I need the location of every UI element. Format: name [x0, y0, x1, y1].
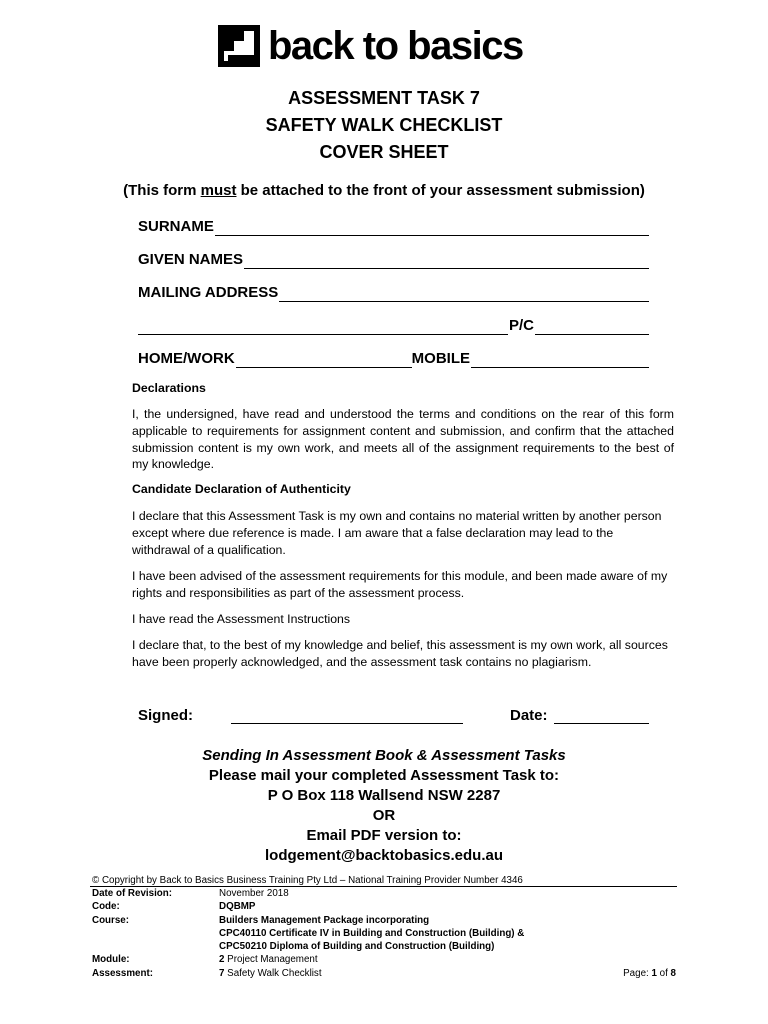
footer-row-label [92, 940, 219, 953]
footer-row-value: CPC50210 Diploma of Building and Construction (Building) [219, 941, 495, 953]
authenticity-paragraph-1: I declare that this Assessment Task is my own and contains no material written by another person except where due reference is made. I am aware that a false declaration may lead to the withdrawal of a qualification. [132, 509, 662, 557]
surname-label: SURNAME [138, 218, 214, 235]
signed-label: Signed: [138, 707, 193, 724]
authenticity-heading: Candidate Declaration of Authenticity [132, 482, 351, 496]
email-instruction: Email PDF version to: [306, 827, 462, 844]
submission-note-emphasis: must [200, 182, 237, 199]
mobile-line[interactable] [471, 350, 649, 368]
or-separator: OR [372, 807, 396, 824]
lodgement-email[interactable]: lodgement@backtobasics.edu.au [264, 847, 503, 864]
footer-row [92, 887, 676, 900]
given-names-field[interactable] [138, 247, 649, 269]
assessment-name: Safety Walk Checklist [224, 967, 322, 979]
assessment-number: 7 [219, 967, 225, 979]
given-names-line[interactable] [244, 251, 649, 269]
mobile-label: MOBILE [411, 350, 471, 367]
sending-heading: Sending In Assessment Book & Assessment Tasks [202, 747, 566, 764]
brand-logo [218, 22, 523, 70]
footer-row-label [92, 927, 219, 940]
footer-row-value: November 2018 [219, 888, 289, 899]
footer-row [92, 914, 676, 927]
footer-row-label: Course: [92, 914, 130, 926]
date-label: Date: [510, 707, 548, 724]
mail-instruction: Please mail your completed Assessment Task to: [208, 767, 560, 784]
authenticity-paragraph-2: I have been advised of the assessment requirements for this module, and been made aware of my rights and responsibilities as part of the assessment process. [132, 569, 668, 600]
assessment-label: Assessment: [92, 967, 153, 979]
date-line[interactable] [554, 722, 649, 724]
address-postcode-field[interactable] [138, 313, 649, 335]
page-of: of [656, 967, 671, 979]
home-work-line[interactable] [236, 350, 412, 368]
phone-field[interactable] [138, 346, 649, 368]
footer-row-label: Date of Revision: [92, 888, 173, 899]
postcode-line[interactable] [535, 317, 649, 335]
signature-line[interactable] [231, 722, 463, 724]
footer-module-row [92, 953, 676, 966]
home-work-label: HOME/WORK [138, 350, 235, 367]
title-line-2: SAFETY WALK CHECKLIST [265, 115, 503, 135]
title-line-3: COVER SHEET [319, 142, 449, 162]
logo-mark-icon [218, 25, 260, 67]
surname-line[interactable] [215, 218, 649, 236]
footer-table [92, 887, 676, 980]
footer-row [92, 900, 676, 913]
footer-row-label: Code: [92, 901, 120, 913]
authenticity-paragraph-3: I have read the Assessment Instructions [132, 612, 351, 626]
submission-note [0, 182, 768, 199]
copyright-notice: © Copyright by Back to Basics Business Training Pty Ltd – National Training Provider Number 4346 [92, 875, 523, 886]
submission-note-end: be attached to the front of your assessment submission) [236, 182, 645, 199]
address-line-2[interactable] [138, 317, 508, 335]
title-line-1: ASSESSMENT TASK 7 [288, 88, 480, 108]
surname-field[interactable] [138, 214, 649, 236]
module-label: Module: [92, 954, 130, 966]
footer-assessment-row [92, 967, 676, 980]
declarations-heading: Declarations [132, 381, 206, 395]
mailing-address-line[interactable] [279, 284, 649, 302]
page-label: Page: [623, 967, 652, 979]
footer-row-value: Builders Management Package incorporating [219, 914, 430, 926]
mailing-address-field[interactable] [138, 280, 649, 302]
footer-row [92, 927, 676, 940]
given-names-label: GIVEN NAMES [138, 251, 244, 268]
module-name: Project Management [224, 954, 318, 966]
footer-row-value: DQBMP [219, 901, 256, 913]
logo-text: back to basics [268, 24, 523, 68]
page-number: 1 [651, 967, 657, 979]
page-total: 8 [670, 967, 676, 979]
declarations-text: I, the undersigned, have read and understood the terms and conditions on the rear of this form applicable to requirements for assignment content and submission, and confirm that the attached submission content is my own work, and meets all of the assignment requirements to the best of my knowledge. [132, 407, 674, 472]
authenticity-paragraph-4: I declare that, to the best of my knowledge and belief, this assessment is my own work, all sources have been properly acknowledged, and the assessment task contains no plagiarism. [132, 638, 668, 669]
footer-row [92, 940, 676, 953]
mailing-address-label: MAILING ADDRESS [138, 284, 279, 301]
module-number: 2 [219, 954, 225, 966]
submission-note-start: (This form [123, 182, 201, 199]
page-indicator [623, 967, 676, 980]
footer-row-value: CPC40110 Certificate IV in Building and Construction (Building) & [219, 927, 525, 939]
postal-address: P O Box 118 Wallsend NSW 2287 [267, 787, 501, 804]
postcode-label: P/C [509, 317, 535, 334]
